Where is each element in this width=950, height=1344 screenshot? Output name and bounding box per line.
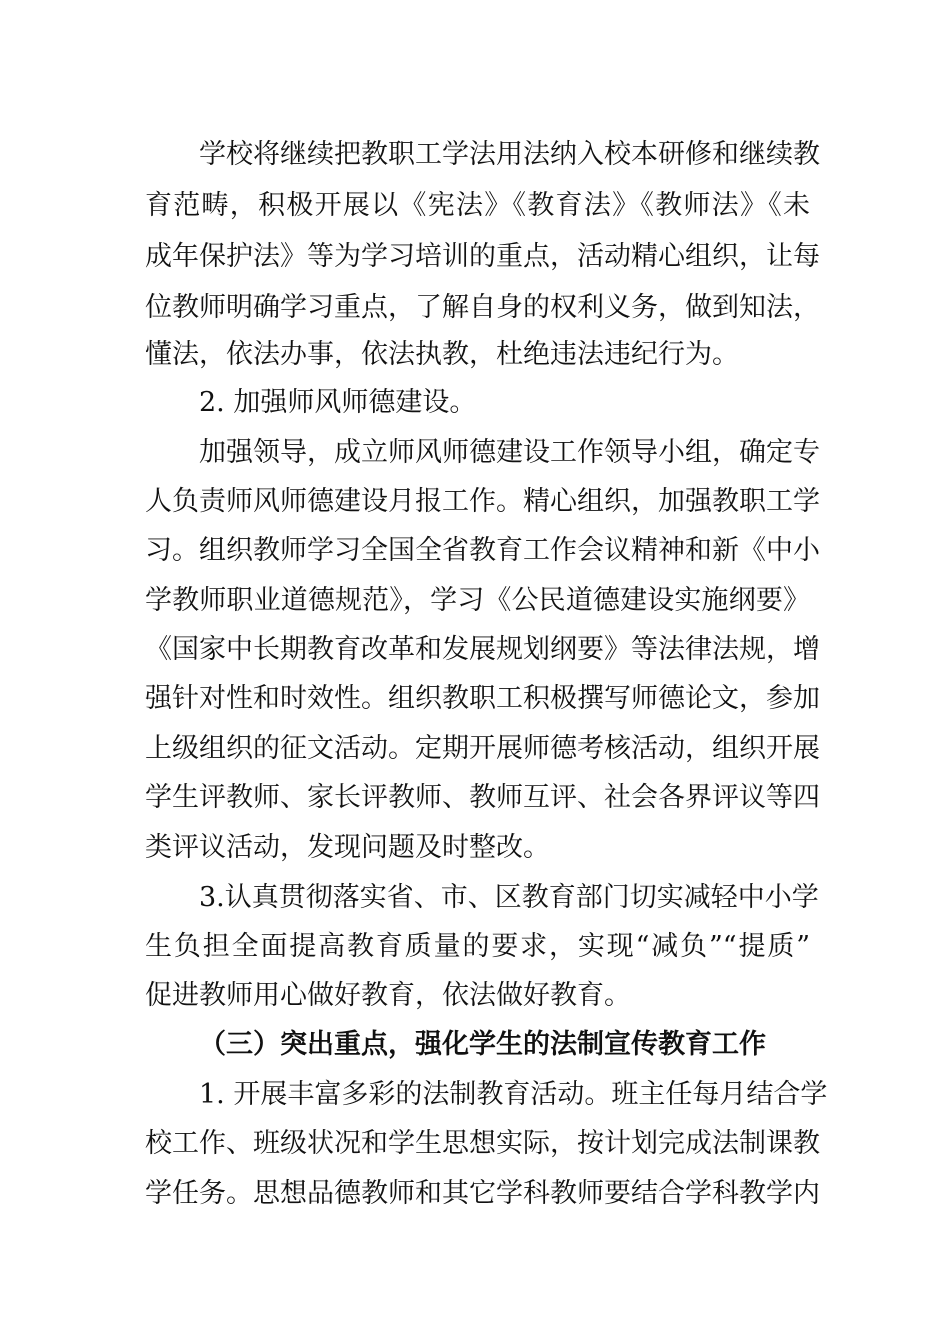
text-line: 习。组织教师学习全国全省教育工作会议精神和新《中小 [145,535,820,566]
text-line: 人负责师风师德建设月报工作。精心组织，加强教职工学 [145,486,820,517]
text-line: 促进教师用心做好教育，依法做好教育。 [145,980,631,1011]
section-heading: （三）突出重点，强化学生的法制宣传教育工作 [199,1029,766,1060]
text-line: 类评议活动，发现问题及时整改。 [145,832,550,863]
text-line: 校工作、班级状况和学生思想实际，按计划完成法制课教 [145,1128,820,1159]
text-line: 3.认真贯彻落实省、市、区教育部门切实减轻中小学 [199,882,819,913]
text-line: 学生评教师、家长评教师、教师互评、社会各界评议等四 [145,782,820,813]
text-line: 成年保护法》等为学习培训的重点，活动精心组织，让每 [145,241,820,272]
text-line: 懂法，依法办事，依法执教，杜绝违法违纪行为。 [145,339,739,370]
text-line: 学教师职业道德规范》，学习《公民道德建设实施纲要》 [145,585,810,616]
section-heading: 2. 加强师风师德建设。 [199,387,477,418]
text-line: 学任务。思想品德教师和其它学科教师要结合学科教学内 [145,1178,820,1209]
text-line: 《国家中长期教育改革和发展规划纲要》等法律法规，增 [145,634,820,665]
text-line: 加强领导，成立师风师德建设工作领导小组，确定专 [199,437,820,468]
text-line: 位教师明确学习重点，了解自身的权利义务，做到知法， [145,292,820,323]
text-line: 强针对性和时效性。组织教职工积极撰写师德论文，参加 [145,683,820,714]
text-line: 育范畴，积极开展以《宪法》《教育法》《教师法》《未 [145,190,810,221]
text-line: 学校将继续把教职工学法用法纳入校本研修和继续教 [199,139,820,170]
text-line: 生负担全面提高教育质量的要求，实现“减负”“提质” [145,931,810,962]
text-line: 1. 开展丰富多彩的法制教育活动。班主任每月结合学 [199,1079,828,1110]
text-line: 上级组织的征文活动。定期开展师德考核活动，组织开展 [145,733,820,764]
